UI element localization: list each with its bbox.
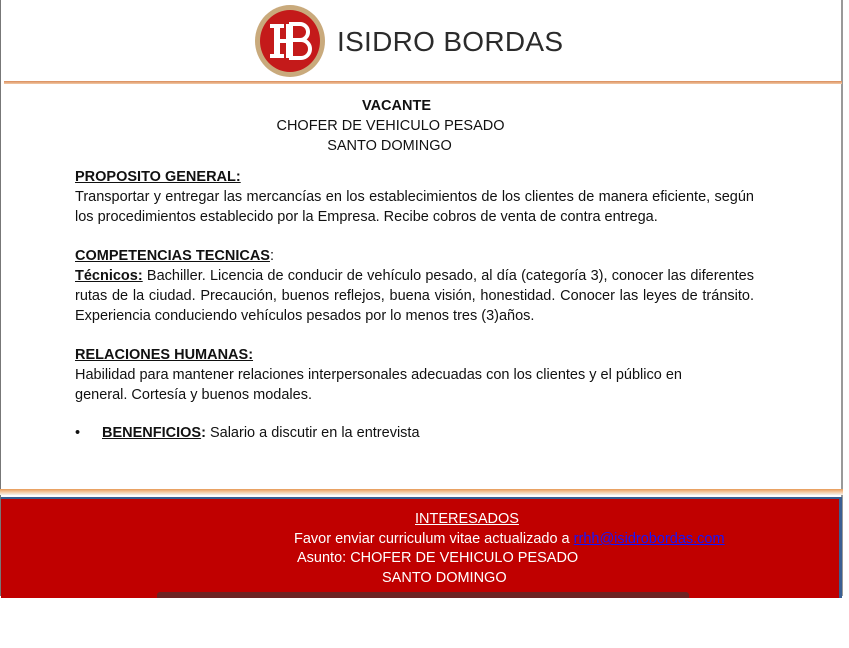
competencies-heading-colon: : <box>269 248 274 264</box>
logo-monogram-icon <box>260 10 320 72</box>
technical-label: Técnicos: <box>75 268 143 284</box>
send-cv-line <box>294 531 725 547</box>
logo-emblem <box>255 5 325 77</box>
relations-heading <box>75 346 754 366</box>
send-cv-text: Favor enviar curriculum vitae actualizado a <box>294 531 574 547</box>
footer-divider <box>0 489 843 495</box>
relations-heading-text: RELACIONES HUMANAS: <box>75 347 254 363</box>
competencies-text: Bachiller. Licencia de conducir de vehículo pesado, al día (categoría 3), conocer las diferentes rutas de la ciudad. Precaución, buenos reflejos, buena visión, honestidad. Conocer las leyes de tránsito. Experiencia conduciendo vehículos pesados por lo menos tres (3)años. <box>75 268 754 324</box>
vacancy-title: VACANTE <box>361 98 431 114</box>
footer-bottom-bar <box>157 592 689 598</box>
benefits-text: Salario a discutir en la entrevista <box>205 425 420 441</box>
benefits-colon: : <box>201 425 206 441</box>
competencies-paragraph <box>75 267 754 326</box>
relations-section <box>75 366 715 406</box>
purpose-text: Transportar y entregar las mercancías en los establecimientos de los clientes de manera eficiente, según los procedimientos establecido por la Empresa. Recibe cobros de venta de contra entrega. <box>75 189 754 225</box>
competencies-heading <box>75 247 754 267</box>
logo-emblem-inner <box>260 10 320 72</box>
footer-location: SANTO DOMINGO <box>382 570 507 586</box>
subject-line: Asunto: CHOFER DE VEHICULO PESADO <box>297 550 579 566</box>
competencies-section <box>75 267 754 326</box>
job-position: CHOFER DE VEHICULO PESADO <box>276 118 505 134</box>
benefits-line <box>102 425 420 441</box>
relations-text: Habilidad para mantener relaciones interpersonales adecuadas con los clientes y el público en general. Cortesía y buenos modales. <box>75 367 682 403</box>
contact-footer <box>1 497 842 598</box>
bullet-icon: • <box>75 425 81 441</box>
email-link[interactable]: rrhh@isidrobordas.com <box>573 531 725 547</box>
header-divider <box>4 81 842 84</box>
interested-heading: INTERESADOS <box>415 511 519 527</box>
benefits-label: BENENFICIOS <box>102 425 202 441</box>
job-location: SANTO DOMINGO <box>327 138 452 154</box>
purpose-heading <box>75 168 754 188</box>
competencies-heading-text: COMPETENCIAS TECNICAS <box>75 248 270 264</box>
brand-name: ISIDRO BORDAS <box>337 26 564 57</box>
purpose-section <box>75 188 754 228</box>
purpose-heading-text: PROPOSITO GENERAL: <box>75 169 241 185</box>
